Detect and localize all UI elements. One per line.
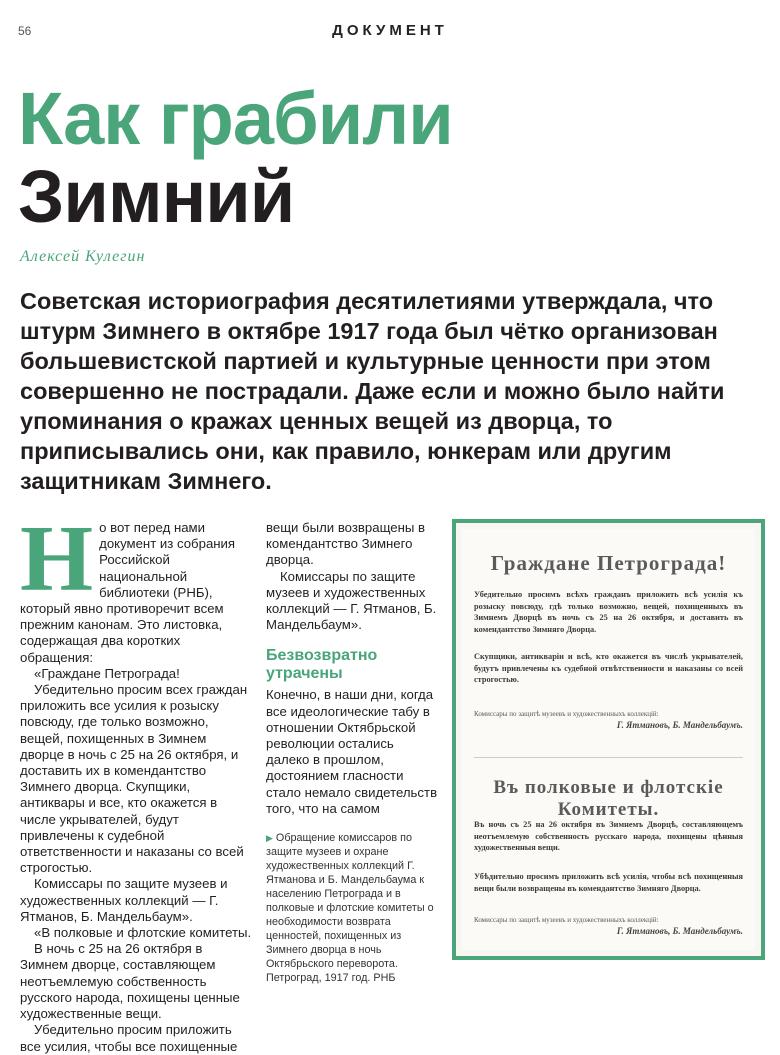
paragraph: Убедительно просим приложить все усилия, чтобы все похищенные <box>20 1022 238 1054</box>
page-number: 56 <box>18 24 32 38</box>
lead-paragraph: Советская историография десятилетиями утверждала, что штурм Зимнего в октябре 1917 года был чётко организован большевистской партией и культурные ценности при этом совершенно не пострадали. Даже если и можно было найти упоминания о кражах ценных вещей из дворца, то приписывались они, как правило, юнкерам или другим защитникам Зимнего. <box>20 288 725 494</box>
paragraph: Комиссары по защите музеев и художественных коллекций — Г. Ятманов, Б. Мандельбаум». <box>20 876 228 924</box>
caption-triangle-icon: ▶ <box>266 833 273 844</box>
title-line-2: Зимний <box>18 155 295 238</box>
drop-cap: Н <box>20 507 94 611</box>
leaflet-scan <box>462 529 755 950</box>
paragraph: о вот перед нами документ из собрания Российской национальной библиотеки (РНБ), который явно противоречит всем прежним канонам. Это листовка, содержащая два коротких обращения: <box>20 520 236 665</box>
subheading: Безвозвратно утрачены <box>266 647 378 683</box>
leaflet-text-3: Въ ночь съ 25 на 26 октября въ Зимнемъ Дворцѣ, составляющемъ неотъемлемую собственность русскаго народа, похищены цѣнныя художественныя вещи. <box>474 820 743 852</box>
leaflet-sign-label-2: Комиссары по защитѣ музеевъ и художественныхъ коллекцій: <box>474 916 659 924</box>
title-line-1: Как грабили <box>18 77 453 160</box>
document-image <box>452 519 765 960</box>
leaflet-heading-1: Граждане Петрограда! <box>490 551 727 575</box>
section-label: ДОКУМЕНТ <box>332 22 448 39</box>
paragraph: «В полковые и флотские комитеты. <box>34 925 252 941</box>
leaflet-signature-1 <box>474 709 743 731</box>
leaflet-text-2: Скупщики, антикваріи и всѣ, кто окажется въ числѣ укрывателей, будутъ привлечены къ судебной отвѣтственности и наказаны со всей строгостью. <box>474 652 743 684</box>
paragraph: «Граждане Петрограда! <box>34 665 180 681</box>
article-column-2 <box>266 520 438 985</box>
article-title <box>18 77 453 238</box>
author-byline: Алексей Кулегин <box>20 248 146 265</box>
leaflet-divider <box>474 757 743 758</box>
paragraph: В ночь с 25 на 26 октября в Зимнем дворце, составляющем неотъемлемую собственность русского народа, похищены ценные художественные вещи. <box>20 941 240 1022</box>
article-column-1 <box>20 507 252 1055</box>
paragraph: Конечно, в наши дни, когда все идеологические табу в отношении Октябрьской революции остались далеко в прошлом, достоянием гласности стало немало свидетельств того, что на самом <box>266 687 438 816</box>
caption-text: Обращение комиссаров по защите музеев и охране художественных коллекций Г. Ятманова и Б. Мандельбаума к населению Петрограда и в полковые и флотские комитеты о необходимости возврата ценностей, похищенных из Зимнего дворца в ночь Октябрьского переворота. Петроград, 1917 год. РНБ <box>266 832 434 985</box>
paragraph: Убедительно просим всех граждан приложить все усилия к розыску повсюду, где только возможно, вещей, похищенных в Зимнем дворце в ночь с 25 на 26 октября, и доставить их в комендантство Зимнего дворца. Скупщики, антиквары и все, кто окажется в числе укрывателей, будут привлечены к судебной ответственности и наказаны со всей строгостью. <box>20 682 248 876</box>
leaflet-heading-2: Въ полковые и флотскіе Комитеты. <box>493 777 724 820</box>
paragraph: вещи были возвращены в комендантство Зимнего дворца. <box>266 520 426 568</box>
leaflet-text-1: Убедительно просимъ всѣхъ гражданъ приложить всѣ усилія къ розыску повсюду, гдѣ только возможно, вещей, похищенныхъ въ Зимнемъ Дворцѣ въ ночь съ 25 на 26 октября, и доставить въ комендантство Зимняго Дворца. <box>474 590 743 634</box>
leaflet-sign-names-2: Г. Ятмановъ, Б. Мандельбаумъ. <box>616 926 743 936</box>
leaflet-text-4: Убѣдительно просимъ приложить всѣ усилія, чтобы всѣ похищенныя вещи были возвращены въ комендантство Зимняго Дворца. <box>474 872 743 893</box>
leaflet-sign-names-1: Г. Ятмановъ, Б. Мандельбаумъ. <box>616 720 743 730</box>
leaflet-sign-label-1: Комиссары по защитѣ музеевъ и художественныхъ коллекцій: <box>474 710 659 718</box>
paragraph: Комиссары по защите музеев и художественных коллекций — Г. Ятманов, Б. Мандельбаум». <box>266 568 437 633</box>
image-caption <box>266 831 438 985</box>
leaflet-signature-2 <box>474 915 743 937</box>
